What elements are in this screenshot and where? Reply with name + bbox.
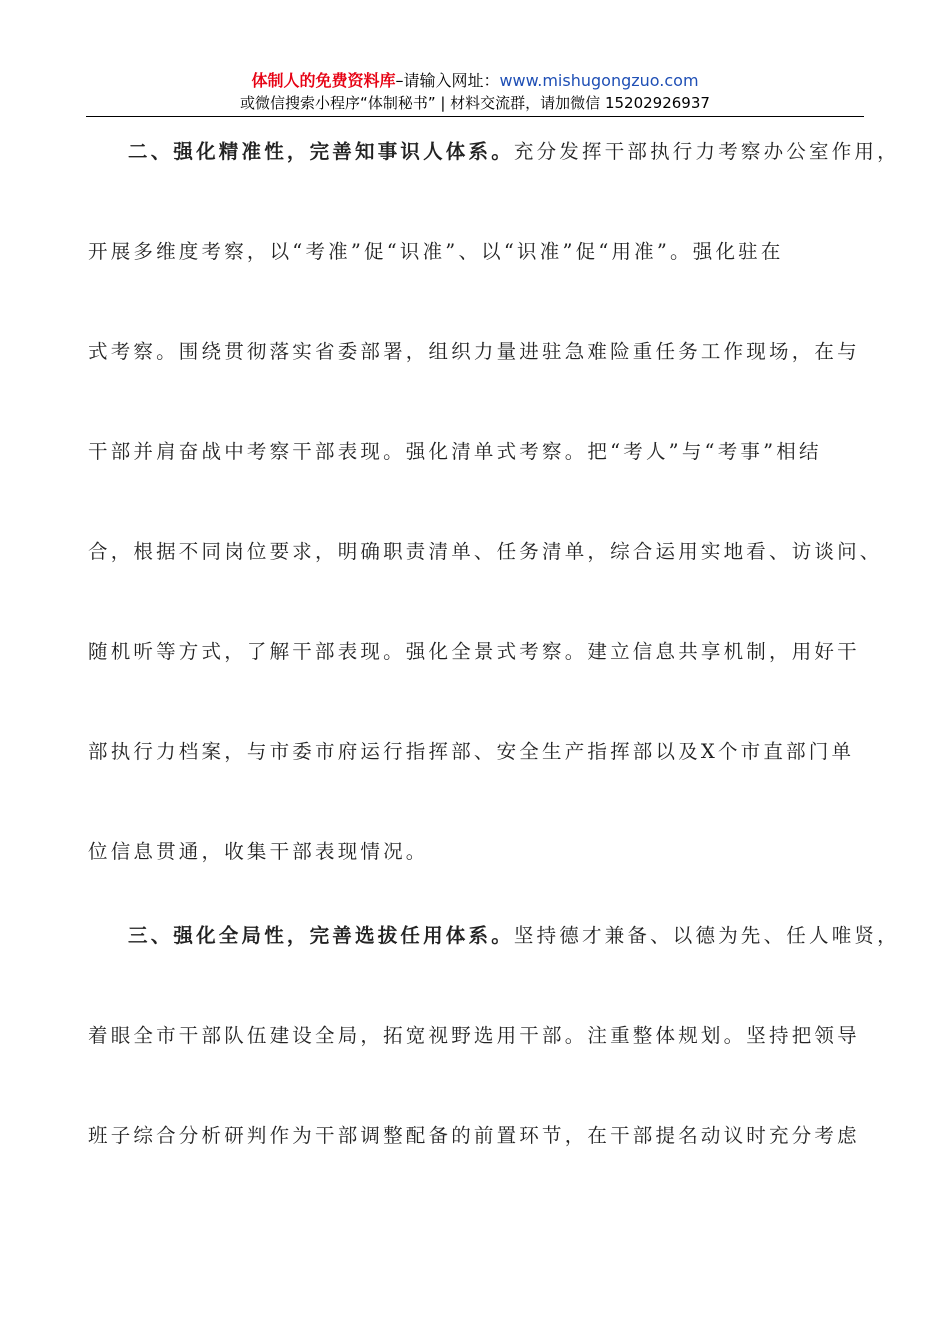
section-heading: 三、强化全局性，完善选拔任用体系。 bbox=[128, 924, 514, 947]
paragraph-line: 合，根据不同岗位要求，明确职责清单、任务清单，综合运用实地看、访谈问、 bbox=[88, 540, 883, 563]
site-name: 体制人的免费资料库 bbox=[251, 71, 396, 90]
site-url-link[interactable]: www.mishugongzuo.com bbox=[499, 71, 699, 90]
section-heading: 二、强化精准性，完善知事识人体系。 bbox=[128, 140, 514, 163]
url-prompt: –请输入网址： bbox=[395, 71, 500, 90]
header-line-2: 或微信搜索小程序“体制秘书” | 材料交流群，请加微信 15202926937 bbox=[240, 94, 710, 112]
text-run: 充分发挥干部执行力考察办公室作用， bbox=[513, 140, 900, 163]
page-header bbox=[86, 70, 864, 114]
paragraph-line: 位信息贯通，收集干部表现情况。 bbox=[88, 840, 429, 863]
paragraph-line bbox=[88, 920, 918, 948]
text-run: 坚持德才兼备、以德为先、任人唯贤， bbox=[513, 924, 900, 947]
paragraph-line: 着眼全市干部队伍建设全局，拓宽视野选用干部。注重整体规划。坚持把领导 bbox=[88, 1024, 860, 1047]
paragraph-line: 式考察。围绕贯彻落实省委部署，组织力量进驻急难险重任务工作现场，在与 bbox=[88, 340, 860, 363]
header-line-1 bbox=[86, 70, 864, 92]
paragraph-line: 班子综合分析研判作为干部调整配备的前置环节，在干部提名动议时充分考虑 bbox=[88, 1124, 860, 1147]
paragraph-line bbox=[88, 136, 918, 164]
paragraph-line: 随机听等方式，了解干部表现。强化全景式考察。建立信息共享机制，用好干 bbox=[88, 640, 860, 663]
paragraph-line: 部执行力档案，与市委市府运行指挥部、安全生产指挥部以及X个市直部门单 bbox=[88, 740, 855, 763]
paragraph-line: 干部并肩奋战中考察干部表现。强化清单式考察。把“考人”与“考事”相结 bbox=[88, 440, 822, 463]
paragraph-line: 开展多维度考察，以“考准”促“识准”、以“识准”促“用准”。强化驻在 bbox=[88, 240, 784, 263]
header-divider bbox=[86, 116, 864, 117]
